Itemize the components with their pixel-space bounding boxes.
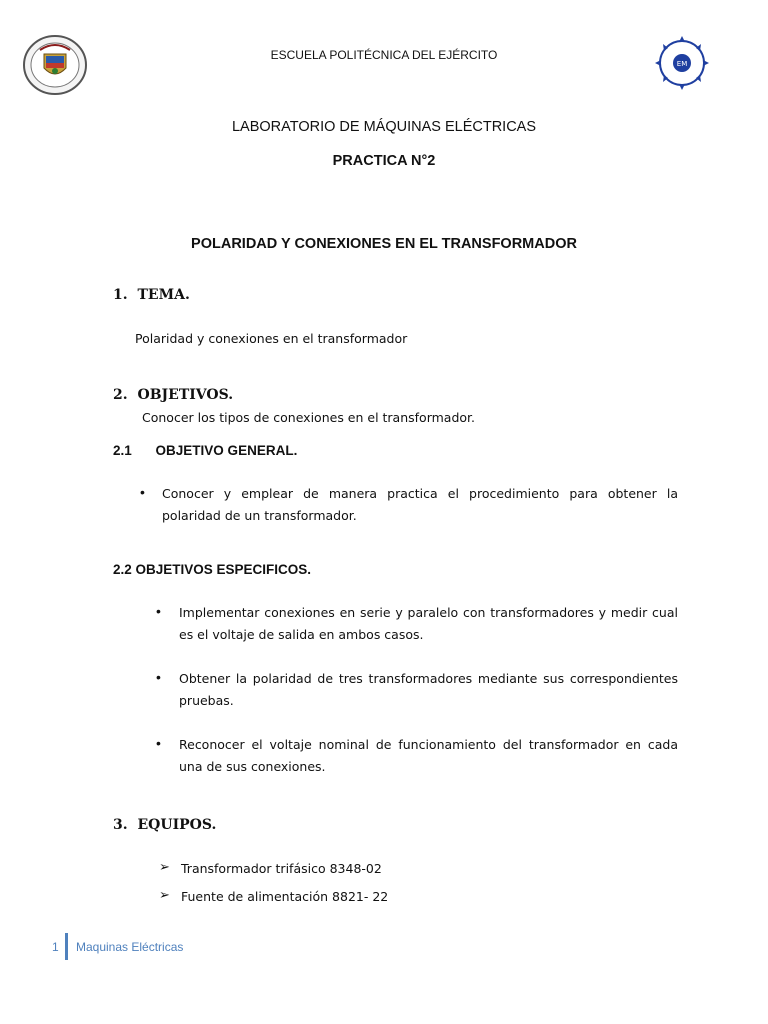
left-seal	[22, 34, 88, 96]
section-number: 2.	[113, 387, 128, 403]
lab-title: LABORATORIO DE MÁQUINAS ELÉCTRICAS	[231, 119, 537, 135]
section-title: TEMA.	[137, 287, 190, 303]
footer-divider	[65, 933, 68, 960]
section-tema-body: Polaridad y conexiones en el transformador	[135, 331, 408, 346]
section-number: 2.1	[113, 443, 132, 458]
list-item: Reconocer el voltaje nominal de funcionamiento del transformador en cada una de sus conexiones.	[179, 737, 678, 774]
list-item: Obtener la polaridad de tres transformadores mediante sus correspondientes pruebas.	[179, 671, 678, 708]
arrow-bullet-icon: ➢	[159, 859, 170, 874]
section-number: 1.	[113, 287, 128, 303]
list-item: Implementar conexiones en serie y paralelo con transformadores y medir cual es el voltaje de salida en ambos casos.	[179, 605, 678, 642]
page-number: 1	[52, 940, 59, 954]
section-objetivos-body: Conocer los tipos de conexiones en el transformador.	[142, 410, 476, 425]
bullet-icon: •	[156, 603, 161, 619]
bullet-icon: •	[140, 484, 145, 500]
list-item: Transformador trifásico 8348-02	[181, 861, 382, 876]
section-objetivo-general-heading	[113, 443, 297, 458]
bullet-icon: •	[156, 735, 161, 751]
section-tema-heading	[113, 287, 190, 303]
section-number: 3.	[113, 817, 128, 833]
section-title: EQUIPOS.	[137, 817, 217, 833]
arrow-bullet-icon: ➢	[159, 887, 170, 902]
svg-text:EM: EM	[676, 60, 688, 68]
list-item: Conocer y emplear de manera practica el procedimiento para obtener la polaridad de un transformador.	[162, 486, 678, 523]
engineering-logo-icon	[646, 30, 718, 96]
section-objetivos-especificos-heading: 2.2 OBJETIVOS ESPECIFICOS.	[113, 562, 312, 577]
seal-icon	[22, 34, 88, 96]
section-objetivos-heading	[113, 387, 233, 403]
institution-name: ESCUELA POLITÉCNICA DEL EJÉRCITO	[270, 48, 498, 62]
right-logo	[646, 30, 718, 96]
bullet-icon: •	[156, 669, 161, 685]
list-item: Fuente de alimentación 8821- 22	[181, 889, 389, 904]
section-title: OBJETIVOS.	[137, 387, 234, 403]
section-title: OBJETIVO GENERAL.	[155, 443, 298, 458]
practice-title: PRACTICA N°2	[332, 153, 436, 169]
section-equipos-heading	[113, 817, 216, 833]
subject-title: POLARIDAD Y CONEXIONES EN EL TRANSFORMADOR	[191, 236, 577, 252]
footer-label: Maquinas Eléctricas	[76, 940, 184, 954]
